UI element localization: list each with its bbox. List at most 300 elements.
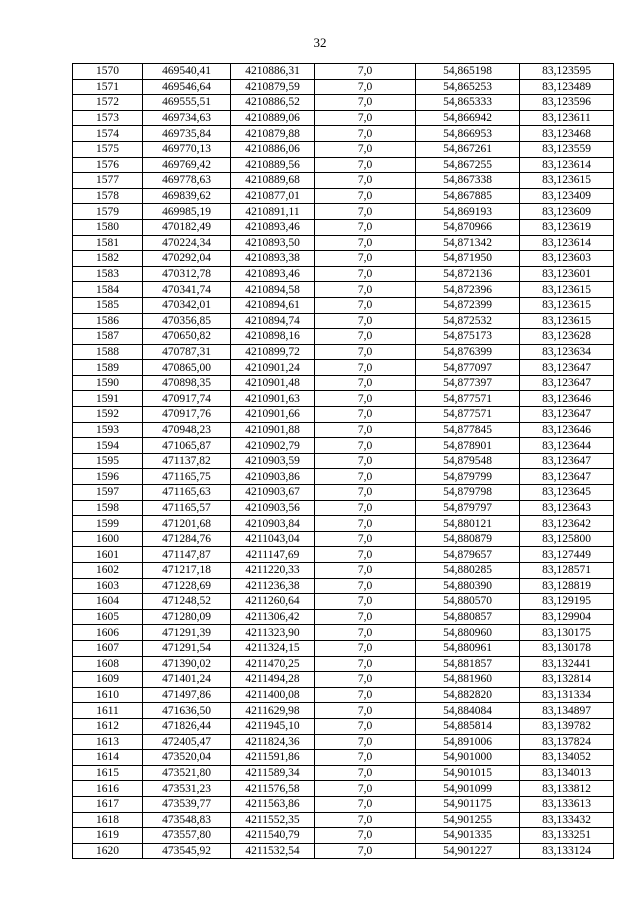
- accuracy-cell: 7,0: [315, 79, 416, 95]
- accuracy-cell: 7,0: [315, 687, 416, 703]
- latitude-cell: 54,879799: [416, 469, 520, 485]
- x-coordinate-cell: 471497,86: [143, 687, 231, 703]
- x-coordinate-cell: 473548,83: [143, 812, 231, 828]
- accuracy-cell: 7,0: [315, 157, 416, 173]
- latitude-cell: 54,872399: [416, 297, 520, 313]
- point-number-cell: 1611: [73, 703, 143, 719]
- coordinates-table-body: [73, 64, 614, 859]
- y-coordinate-cell: 4210903,84: [231, 516, 315, 532]
- point-number-cell: 1616: [73, 781, 143, 797]
- latitude-cell: 54,880390: [416, 578, 520, 594]
- table-row: [73, 609, 614, 625]
- x-coordinate-cell: 470341,74: [143, 282, 231, 298]
- accuracy-cell: 7,0: [315, 422, 416, 438]
- point-number-cell: 1576: [73, 157, 143, 173]
- latitude-cell: 54,867338: [416, 173, 520, 189]
- longitude-cell: 83,123619: [520, 219, 614, 235]
- x-coordinate-cell: 469735,84: [143, 126, 231, 142]
- latitude-cell: 54,901255: [416, 812, 520, 828]
- y-coordinate-cell: 4210893,50: [231, 235, 315, 251]
- point-number-cell: 1614: [73, 750, 143, 766]
- latitude-cell: 54,869193: [416, 204, 520, 220]
- latitude-cell: 54,880570: [416, 594, 520, 610]
- accuracy-cell: 7,0: [315, 734, 416, 750]
- table-row: [73, 594, 614, 610]
- accuracy-cell: 7,0: [315, 718, 416, 734]
- longitude-cell: 83,132441: [520, 656, 614, 672]
- y-coordinate-cell: 4211552,35: [231, 812, 315, 828]
- x-coordinate-cell: 470948,23: [143, 422, 231, 438]
- accuracy-cell: 7,0: [315, 531, 416, 547]
- point-number-cell: 1601: [73, 547, 143, 563]
- latitude-cell: 54,901335: [416, 828, 520, 844]
- latitude-cell: 54,901015: [416, 765, 520, 781]
- longitude-cell: 83,123615: [520, 173, 614, 189]
- point-number-cell: 1582: [73, 251, 143, 267]
- table-row: [73, 656, 614, 672]
- latitude-cell: 54,879798: [416, 485, 520, 501]
- longitude-cell: 83,139782: [520, 718, 614, 734]
- longitude-cell: 83,123646: [520, 422, 614, 438]
- longitude-cell: 83,123646: [520, 391, 614, 407]
- point-number-cell: 1598: [73, 500, 143, 516]
- longitude-cell: 83,123647: [520, 453, 614, 469]
- table-row: [73, 843, 614, 859]
- x-coordinate-cell: 470182,49: [143, 219, 231, 235]
- point-number-cell: 1587: [73, 329, 143, 345]
- accuracy-cell: 7,0: [315, 110, 416, 126]
- point-number-cell: 1579: [73, 204, 143, 220]
- point-number-cell: 1607: [73, 640, 143, 656]
- y-coordinate-cell: 4210879,88: [231, 126, 315, 142]
- point-number-cell: 1583: [73, 266, 143, 282]
- table-row: [73, 640, 614, 656]
- table-row: [73, 531, 614, 547]
- point-number-cell: 1596: [73, 469, 143, 485]
- table-row: [73, 344, 614, 360]
- table-row: [73, 578, 614, 594]
- accuracy-cell: 7,0: [315, 126, 416, 142]
- table-row: [73, 687, 614, 703]
- x-coordinate-cell: 470917,76: [143, 407, 231, 423]
- x-coordinate-cell: 469770,13: [143, 141, 231, 157]
- y-coordinate-cell: 4211532,54: [231, 843, 315, 859]
- x-coordinate-cell: 469555,51: [143, 95, 231, 111]
- y-coordinate-cell: 4210894,74: [231, 313, 315, 329]
- point-number-cell: 1602: [73, 563, 143, 579]
- x-coordinate-cell: 470865,00: [143, 360, 231, 376]
- longitude-cell: 83,133251: [520, 828, 614, 844]
- point-number-cell: 1571: [73, 79, 143, 95]
- x-coordinate-cell: 473531,23: [143, 781, 231, 797]
- table-row: [73, 500, 614, 516]
- longitude-cell: 83,123644: [520, 438, 614, 454]
- table-row: [73, 375, 614, 391]
- point-number-cell: 1618: [73, 812, 143, 828]
- x-coordinate-cell: 473539,77: [143, 796, 231, 812]
- y-coordinate-cell: 4210891,11: [231, 204, 315, 220]
- latitude-cell: 54,879797: [416, 500, 520, 516]
- longitude-cell: 83,123634: [520, 344, 614, 360]
- x-coordinate-cell: 469546,64: [143, 79, 231, 95]
- table-row: [73, 391, 614, 407]
- accuracy-cell: 7,0: [315, 640, 416, 656]
- table-row: [73, 360, 614, 376]
- accuracy-cell: 7,0: [315, 407, 416, 423]
- point-number-cell: 1605: [73, 609, 143, 625]
- latitude-cell: 54,877845: [416, 422, 520, 438]
- latitude-cell: 54,901099: [416, 781, 520, 797]
- table-row: [73, 812, 614, 828]
- coordinates-table: [72, 63, 614, 859]
- x-coordinate-cell: 469839,62: [143, 188, 231, 204]
- accuracy-cell: 7,0: [315, 812, 416, 828]
- x-coordinate-cell: 469778,63: [143, 173, 231, 189]
- accuracy-cell: 7,0: [315, 266, 416, 282]
- latitude-cell: 54,872136: [416, 266, 520, 282]
- longitude-cell: 83,128819: [520, 578, 614, 594]
- latitude-cell: 54,872396: [416, 282, 520, 298]
- y-coordinate-cell: 4211576,58: [231, 781, 315, 797]
- x-coordinate-cell: 471201,68: [143, 516, 231, 532]
- table-row: [73, 438, 614, 454]
- y-coordinate-cell: 4211306,42: [231, 609, 315, 625]
- y-coordinate-cell: 4211589,34: [231, 765, 315, 781]
- accuracy-cell: 7,0: [315, 282, 416, 298]
- y-coordinate-cell: 4211591,86: [231, 750, 315, 766]
- point-number-cell: 1610: [73, 687, 143, 703]
- longitude-cell: 83,123643: [520, 500, 614, 516]
- accuracy-cell: 7,0: [315, 656, 416, 672]
- y-coordinate-cell: 4210889,56: [231, 157, 315, 173]
- x-coordinate-cell: 471228,69: [143, 578, 231, 594]
- longitude-cell: 83,129195: [520, 594, 614, 610]
- longitude-cell: 83,130175: [520, 625, 614, 641]
- y-coordinate-cell: 4210877,01: [231, 188, 315, 204]
- accuracy-cell: 7,0: [315, 438, 416, 454]
- table-row: [73, 516, 614, 532]
- accuracy-cell: 7,0: [315, 672, 416, 688]
- latitude-cell: 54,880285: [416, 563, 520, 579]
- y-coordinate-cell: 4210903,67: [231, 485, 315, 501]
- point-number-cell: 1573: [73, 110, 143, 126]
- point-number-cell: 1586: [73, 313, 143, 329]
- latitude-cell: 54,867885: [416, 188, 520, 204]
- latitude-cell: 54,880960: [416, 625, 520, 641]
- y-coordinate-cell: 4210901,63: [231, 391, 315, 407]
- table-row: [73, 79, 614, 95]
- table-row: [73, 796, 614, 812]
- y-coordinate-cell: 4211470,25: [231, 656, 315, 672]
- point-number-cell: 1577: [73, 173, 143, 189]
- accuracy-cell: 7,0: [315, 360, 416, 376]
- x-coordinate-cell: 471826,44: [143, 718, 231, 734]
- y-coordinate-cell: 4210901,48: [231, 375, 315, 391]
- point-number-cell: 1612: [73, 718, 143, 734]
- x-coordinate-cell: 469540,41: [143, 64, 231, 80]
- accuracy-cell: 7,0: [315, 563, 416, 579]
- accuracy-cell: 7,0: [315, 765, 416, 781]
- x-coordinate-cell: 470898,35: [143, 375, 231, 391]
- accuracy-cell: 7,0: [315, 391, 416, 407]
- latitude-cell: 54,872532: [416, 313, 520, 329]
- x-coordinate-cell: 471165,57: [143, 500, 231, 516]
- longitude-cell: 83,123615: [520, 297, 614, 313]
- x-coordinate-cell: 471636,50: [143, 703, 231, 719]
- y-coordinate-cell: 4211540,79: [231, 828, 315, 844]
- accuracy-cell: 7,0: [315, 594, 416, 610]
- x-coordinate-cell: 471280,09: [143, 609, 231, 625]
- accuracy-cell: 7,0: [315, 235, 416, 251]
- x-coordinate-cell: 472405,47: [143, 734, 231, 750]
- longitude-cell: 83,123647: [520, 407, 614, 423]
- accuracy-cell: 7,0: [315, 796, 416, 812]
- y-coordinate-cell: 4211629,98: [231, 703, 315, 719]
- table-row: [73, 204, 614, 220]
- y-coordinate-cell: 4210886,52: [231, 95, 315, 111]
- table-row: [73, 547, 614, 563]
- x-coordinate-cell: 473557,80: [143, 828, 231, 844]
- latitude-cell: 54,870966: [416, 219, 520, 235]
- x-coordinate-cell: 473545,92: [143, 843, 231, 859]
- table-row: [73, 297, 614, 313]
- point-number-cell: 1606: [73, 625, 143, 641]
- accuracy-cell: 7,0: [315, 95, 416, 111]
- y-coordinate-cell: 4211324,15: [231, 640, 315, 656]
- accuracy-cell: 7,0: [315, 141, 416, 157]
- point-number-cell: 1580: [73, 219, 143, 235]
- point-number-cell: 1617: [73, 796, 143, 812]
- y-coordinate-cell: 4210901,88: [231, 422, 315, 438]
- point-number-cell: 1613: [73, 734, 143, 750]
- y-coordinate-cell: 4211563,86: [231, 796, 315, 812]
- table-row: [73, 422, 614, 438]
- accuracy-cell: 7,0: [315, 578, 416, 594]
- point-number-cell: 1599: [73, 516, 143, 532]
- point-number-cell: 1589: [73, 360, 143, 376]
- latitude-cell: 54,882820: [416, 687, 520, 703]
- longitude-cell: 83,134013: [520, 765, 614, 781]
- y-coordinate-cell: 4210899,72: [231, 344, 315, 360]
- point-number-cell: 1570: [73, 64, 143, 80]
- x-coordinate-cell: 471390,02: [143, 656, 231, 672]
- x-coordinate-cell: 470224,34: [143, 235, 231, 251]
- latitude-cell: 54,871950: [416, 251, 520, 267]
- y-coordinate-cell: 4211323,90: [231, 625, 315, 641]
- x-coordinate-cell: 471147,87: [143, 547, 231, 563]
- latitude-cell: 54,875173: [416, 329, 520, 345]
- point-number-cell: 1572: [73, 95, 143, 111]
- x-coordinate-cell: 471217,18: [143, 563, 231, 579]
- accuracy-cell: 7,0: [315, 251, 416, 267]
- latitude-cell: 54,865333: [416, 95, 520, 111]
- y-coordinate-cell: 4211043,04: [231, 531, 315, 547]
- accuracy-cell: 7,0: [315, 750, 416, 766]
- latitude-cell: 54,884084: [416, 703, 520, 719]
- x-coordinate-cell: 471065,87: [143, 438, 231, 454]
- accuracy-cell: 7,0: [315, 703, 416, 719]
- y-coordinate-cell: 4211220,33: [231, 563, 315, 579]
- table-row: [73, 235, 614, 251]
- longitude-cell: 83,130178: [520, 640, 614, 656]
- table-row: [73, 781, 614, 797]
- point-number-cell: 1584: [73, 282, 143, 298]
- y-coordinate-cell: 4210889,06: [231, 110, 315, 126]
- latitude-cell: 54,877571: [416, 391, 520, 407]
- latitude-cell: 54,877097: [416, 360, 520, 376]
- point-number-cell: 1594: [73, 438, 143, 454]
- latitude-cell: 54,865198: [416, 64, 520, 80]
- longitude-cell: 83,132814: [520, 672, 614, 688]
- accuracy-cell: 7,0: [315, 204, 416, 220]
- point-number-cell: 1593: [73, 422, 143, 438]
- table-row: [73, 251, 614, 267]
- x-coordinate-cell: 471291,54: [143, 640, 231, 656]
- y-coordinate-cell: 4210901,24: [231, 360, 315, 376]
- longitude-cell: 83,129904: [520, 609, 614, 625]
- longitude-cell: 83,123615: [520, 282, 614, 298]
- table-row: [73, 188, 614, 204]
- page-number: 32: [313, 35, 327, 50]
- point-number-cell: 1608: [73, 656, 143, 672]
- x-coordinate-cell: 470356,85: [143, 313, 231, 329]
- table-row: [73, 485, 614, 501]
- longitude-cell: 83,123559: [520, 141, 614, 157]
- accuracy-cell: 7,0: [315, 843, 416, 859]
- longitude-cell: 83,123647: [520, 375, 614, 391]
- accuracy-cell: 7,0: [315, 500, 416, 516]
- y-coordinate-cell: 4210886,06: [231, 141, 315, 157]
- latitude-cell: 54,865253: [416, 79, 520, 95]
- latitude-cell: 54,878901: [416, 438, 520, 454]
- longitude-cell: 83,123647: [520, 360, 614, 376]
- x-coordinate-cell: 473520,04: [143, 750, 231, 766]
- y-coordinate-cell: 4210879,59: [231, 79, 315, 95]
- longitude-cell: 83,123647: [520, 469, 614, 485]
- longitude-cell: 83,123615: [520, 313, 614, 329]
- latitude-cell: 54,866942: [416, 110, 520, 126]
- accuracy-cell: 7,0: [315, 188, 416, 204]
- table-row: [73, 313, 614, 329]
- longitude-cell: 83,133613: [520, 796, 614, 812]
- latitude-cell: 54,901227: [416, 843, 520, 859]
- table-row: [73, 157, 614, 173]
- y-coordinate-cell: 4210898,16: [231, 329, 315, 345]
- x-coordinate-cell: 470917,74: [143, 391, 231, 407]
- x-coordinate-cell: 470650,82: [143, 329, 231, 345]
- accuracy-cell: 7,0: [315, 625, 416, 641]
- table-row: [73, 219, 614, 235]
- latitude-cell: 54,891006: [416, 734, 520, 750]
- latitude-cell: 54,877571: [416, 407, 520, 423]
- y-coordinate-cell: 4211494,28: [231, 672, 315, 688]
- table-row: [73, 266, 614, 282]
- y-coordinate-cell: 4210893,38: [231, 251, 315, 267]
- x-coordinate-cell: 471165,63: [143, 485, 231, 501]
- longitude-cell: 83,123596: [520, 95, 614, 111]
- point-number-cell: 1597: [73, 485, 143, 501]
- latitude-cell: 54,879657: [416, 547, 520, 563]
- latitude-cell: 54,881857: [416, 656, 520, 672]
- longitude-cell: 83,123628: [520, 329, 614, 345]
- latitude-cell: 54,867261: [416, 141, 520, 157]
- latitude-cell: 54,881960: [416, 672, 520, 688]
- table-row: [73, 110, 614, 126]
- table-row: [73, 453, 614, 469]
- accuracy-cell: 7,0: [315, 609, 416, 625]
- table-row: [73, 765, 614, 781]
- table-row: [73, 469, 614, 485]
- table-row: [73, 282, 614, 298]
- point-number-cell: 1595: [73, 453, 143, 469]
- latitude-cell: 54,885814: [416, 718, 520, 734]
- point-number-cell: 1603: [73, 578, 143, 594]
- point-number-cell: 1600: [73, 531, 143, 547]
- latitude-cell: 54,901000: [416, 750, 520, 766]
- table-row: [73, 95, 614, 111]
- table-row: [73, 672, 614, 688]
- latitude-cell: 54,879548: [416, 453, 520, 469]
- longitude-cell: 83,123614: [520, 235, 614, 251]
- accuracy-cell: 7,0: [315, 485, 416, 501]
- table-row: [73, 329, 614, 345]
- point-number-cell: 1609: [73, 672, 143, 688]
- longitude-cell: 83,123595: [520, 64, 614, 80]
- point-number-cell: 1575: [73, 141, 143, 157]
- y-coordinate-cell: 4210902,79: [231, 438, 315, 454]
- x-coordinate-cell: 471291,39: [143, 625, 231, 641]
- table-row: [73, 64, 614, 80]
- longitude-cell: 83,123609: [520, 204, 614, 220]
- latitude-cell: 54,867255: [416, 157, 520, 173]
- longitude-cell: 83,134052: [520, 750, 614, 766]
- longitude-cell: 83,125800: [520, 531, 614, 547]
- longitude-cell: 83,123489: [520, 79, 614, 95]
- longitude-cell: 83,123614: [520, 157, 614, 173]
- y-coordinate-cell: 4211236,38: [231, 578, 315, 594]
- point-number-cell: 1592: [73, 407, 143, 423]
- latitude-cell: 54,866953: [416, 126, 520, 142]
- accuracy-cell: 7,0: [315, 781, 416, 797]
- longitude-cell: 83,133432: [520, 812, 614, 828]
- point-number-cell: 1585: [73, 297, 143, 313]
- latitude-cell: 54,871342: [416, 235, 520, 251]
- point-number-cell: 1574: [73, 126, 143, 142]
- table-row: [73, 750, 614, 766]
- longitude-cell: 83,123601: [520, 266, 614, 282]
- x-coordinate-cell: 471248,52: [143, 594, 231, 610]
- point-number-cell: 1620: [73, 843, 143, 859]
- y-coordinate-cell: 4211945,10: [231, 718, 315, 734]
- x-coordinate-cell: 470342,01: [143, 297, 231, 313]
- latitude-cell: 54,880961: [416, 640, 520, 656]
- accuracy-cell: 7,0: [315, 329, 416, 345]
- y-coordinate-cell: 4211260,64: [231, 594, 315, 610]
- accuracy-cell: 7,0: [315, 375, 416, 391]
- longitude-cell: 83,123611: [520, 110, 614, 126]
- longitude-cell: 83,123603: [520, 251, 614, 267]
- table-row: [73, 126, 614, 142]
- y-coordinate-cell: 4210886,31: [231, 64, 315, 80]
- x-coordinate-cell: 470292,04: [143, 251, 231, 267]
- point-number-cell: 1581: [73, 235, 143, 251]
- x-coordinate-cell: 471165,75: [143, 469, 231, 485]
- point-number-cell: 1615: [73, 765, 143, 781]
- accuracy-cell: 7,0: [315, 64, 416, 80]
- y-coordinate-cell: 4210893,46: [231, 219, 315, 235]
- point-number-cell: 1590: [73, 375, 143, 391]
- y-coordinate-cell: 4211147,69: [231, 547, 315, 563]
